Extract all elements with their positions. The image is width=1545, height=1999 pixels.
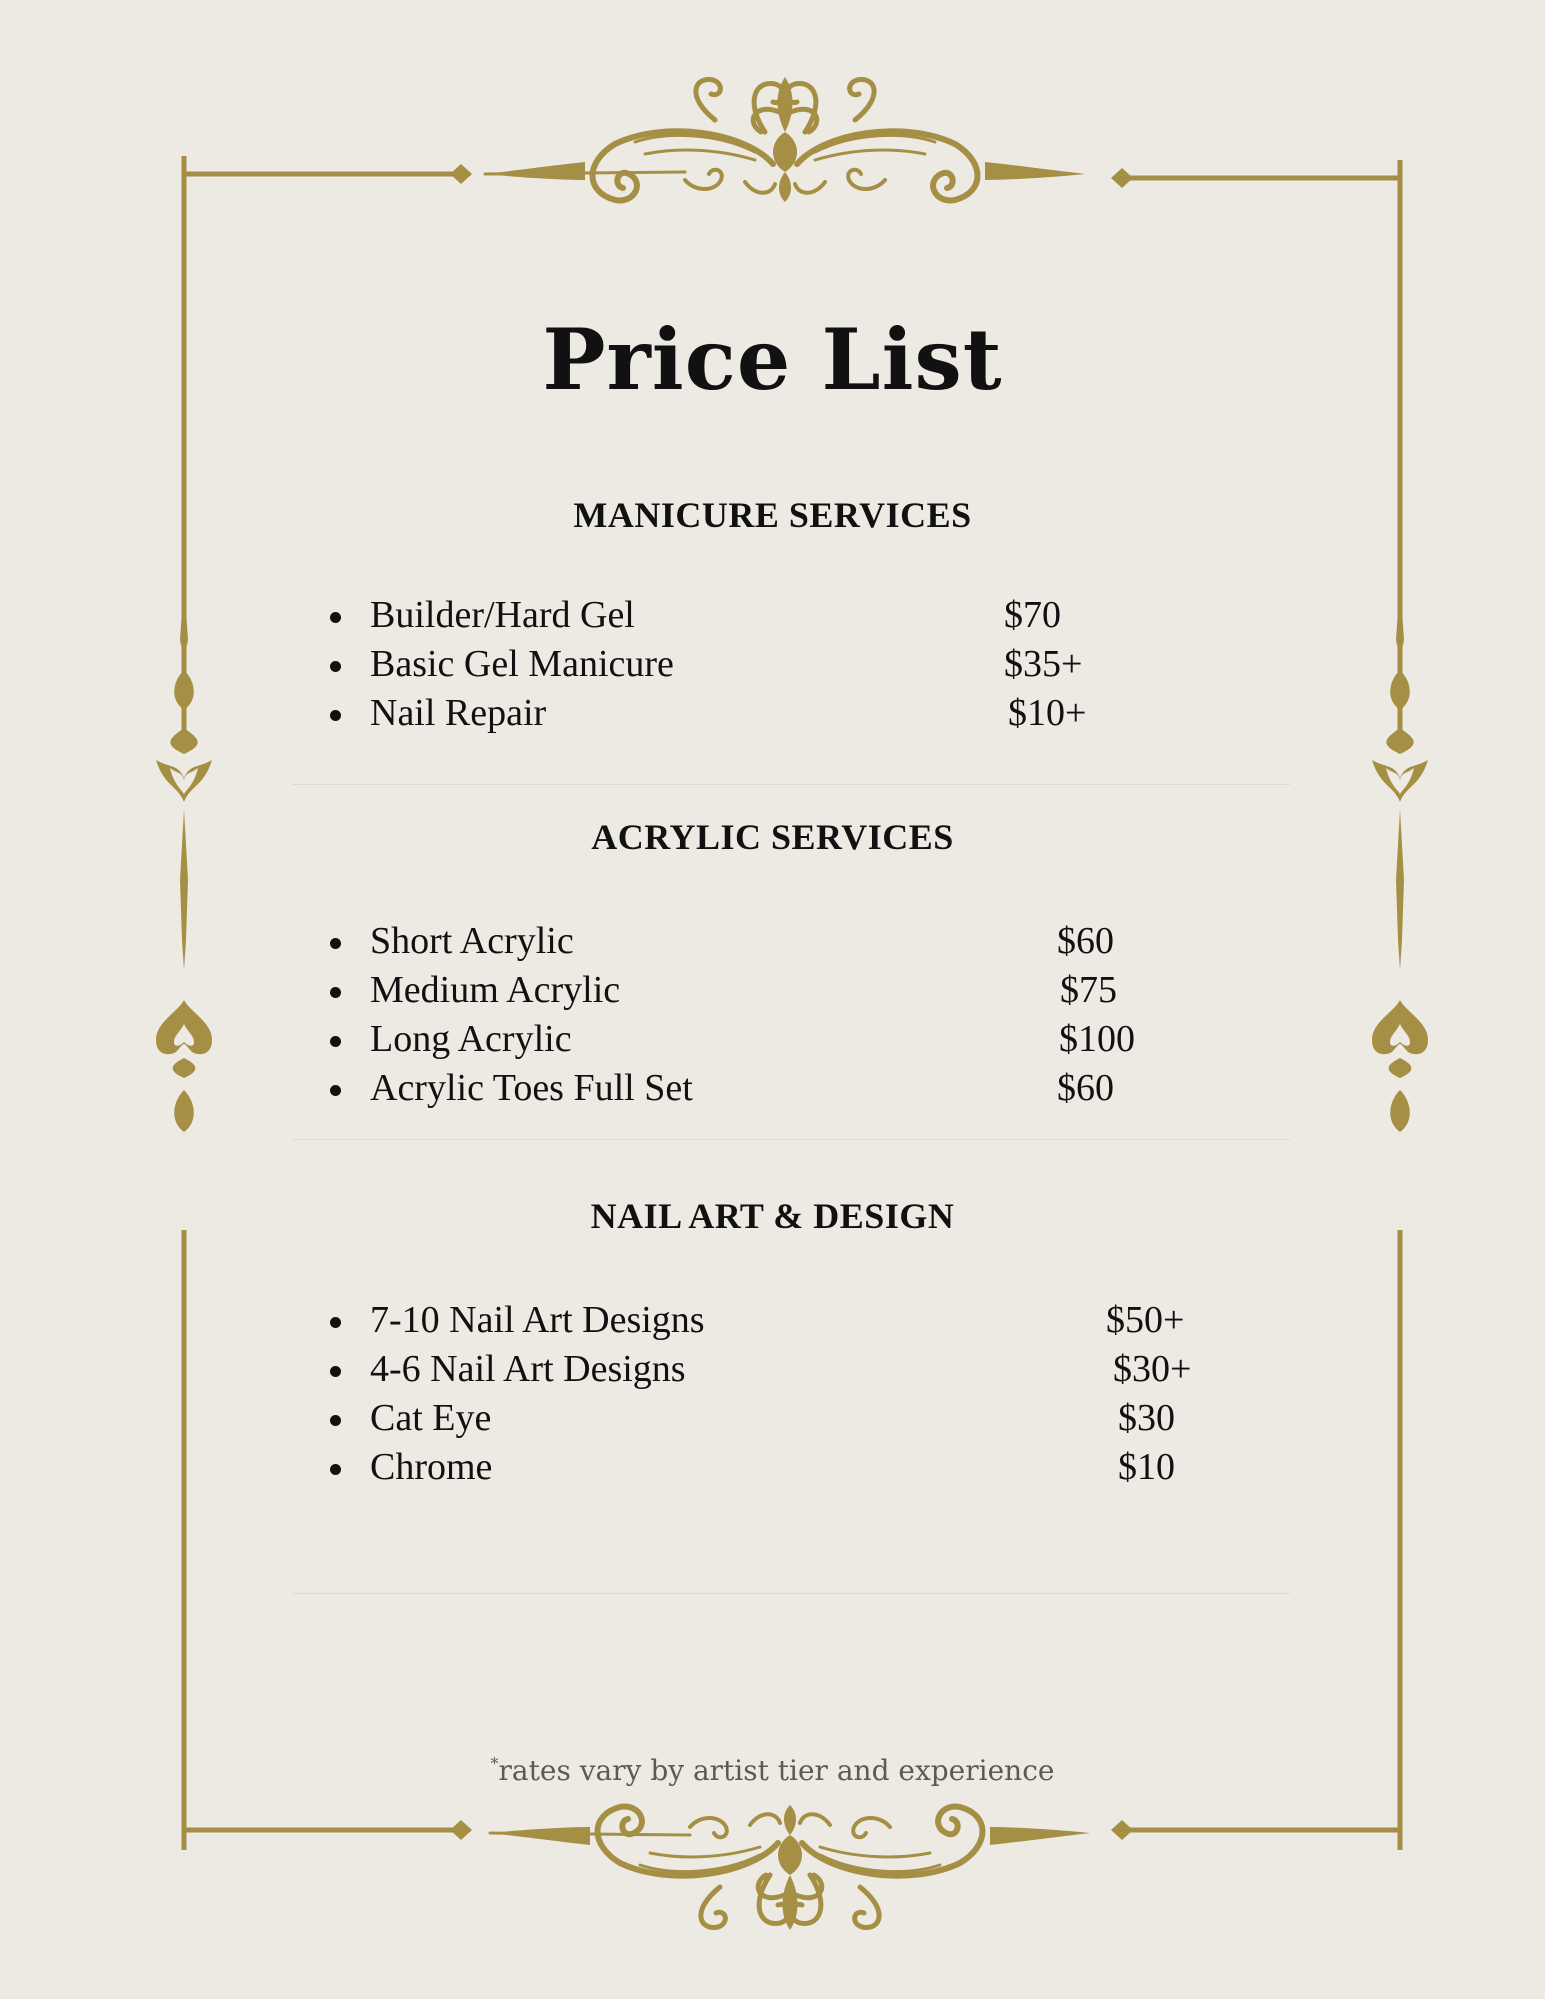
bullet-icon [330, 710, 341, 721]
service-name: Long Acrylic [370, 1018, 572, 1060]
service-name: 7-10 Nail Art Designs [370, 1299, 705, 1341]
service-price: $70 [1004, 594, 1061, 636]
list-item [330, 640, 1230, 689]
service-name: Acrylic Toes Full Set [370, 1067, 693, 1109]
service-name: Medium Acrylic [370, 969, 621, 1011]
list-item [330, 1015, 1230, 1064]
service-price: $30 [1118, 1397, 1175, 1439]
bullet-icon [330, 1036, 341, 1047]
list-item [330, 1345, 1230, 1394]
footnote-mark: * [490, 1754, 499, 1773]
filigree-ornament-icon [490, 1805, 1090, 1930]
footnote-text: rates vary by artist tier and experience [498, 1754, 1055, 1787]
bullet-icon [330, 612, 341, 623]
list-item [330, 689, 1230, 738]
service-price: $100 [1059, 1018, 1135, 1060]
bullet-icon [330, 1317, 341, 1328]
service-name: Builder/Hard Gel [370, 594, 635, 636]
bullet-icon [330, 1366, 341, 1377]
service-name: Nail Repair [370, 692, 547, 734]
service-price: $30+ [1113, 1348, 1192, 1390]
service-name: Cat Eye [370, 1397, 492, 1439]
service-price: $60 [1057, 920, 1114, 962]
section-heading-acrylic: ACRYLIC SERVICES [591, 817, 954, 857]
bullet-icon [330, 1085, 341, 1096]
list-item [330, 591, 1230, 640]
bullet-icon [330, 987, 341, 998]
section-heading-nail-art: NAIL ART & DESIGN [590, 1196, 955, 1236]
service-price: $10+ [1008, 692, 1087, 734]
service-price: $35+ [1004, 643, 1083, 685]
bullet-icon [330, 1464, 341, 1475]
section-heading-manicure: MANICURE SERVICES [573, 495, 972, 535]
service-name: Basic Gel Manicure [370, 643, 674, 685]
section-divider [292, 1139, 1290, 1140]
service-price: $50+ [1106, 1299, 1185, 1341]
page-title: Price List [542, 310, 1003, 409]
service-price: $60 [1057, 1067, 1114, 1109]
service-name: 4-6 Nail Art Designs [370, 1348, 686, 1390]
list-item [330, 1394, 1230, 1443]
section-divider [292, 1593, 1290, 1594]
acrylic-list [330, 917, 1230, 1113]
service-price: $10 [1118, 1446, 1175, 1488]
footnote [0, 1754, 1545, 1787]
list-item [330, 917, 1230, 966]
service-price: $75 [1060, 969, 1117, 1011]
service-name: Short Acrylic [370, 920, 574, 962]
nail-art-list [330, 1296, 1230, 1492]
list-item [330, 966, 1230, 1015]
bullet-icon [330, 661, 341, 672]
list-item [330, 1296, 1230, 1345]
bullet-icon [330, 1415, 341, 1426]
bullet-icon [330, 938, 341, 949]
service-name: Chrome [370, 1446, 493, 1488]
filigree-ornament-icon [485, 77, 1085, 202]
list-item [330, 1443, 1230, 1492]
list-item [330, 1064, 1230, 1113]
section-divider [292, 784, 1290, 785]
manicure-list [330, 591, 1230, 738]
